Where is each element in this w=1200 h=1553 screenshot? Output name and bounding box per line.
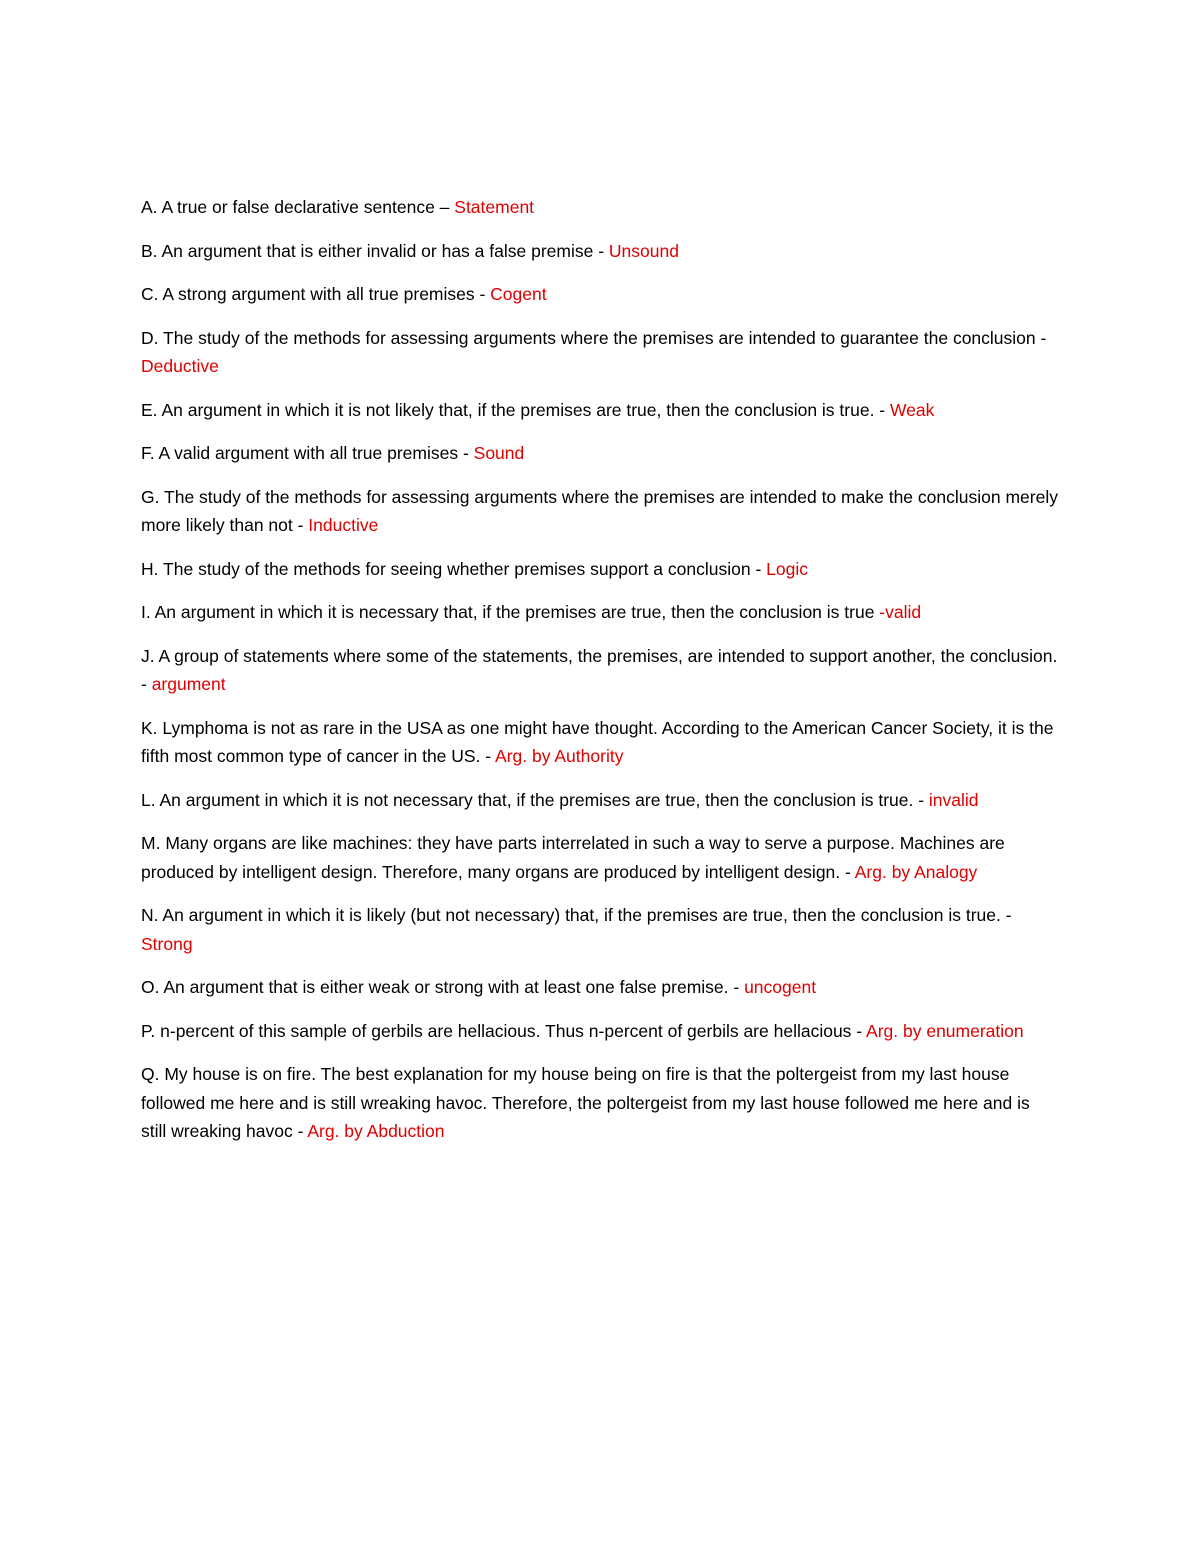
list-item-m <box>141 829 1059 886</box>
item-answer: -valid <box>879 602 922 622</box>
list-item-d <box>141 324 1059 381</box>
item-answer: Unsound <box>608 240 679 261</box>
item-text: Many organs are like machines: they have parts interrelated in such a way to serve a purpose. Machines are produced by intelligent design. Therefore, many organs are produced by intelligent design. - <box>141 833 1005 882</box>
item-letter: A. <box>141 197 158 217</box>
list-item-o <box>141 973 1059 1002</box>
item-answer: Strong <box>141 933 193 954</box>
item-text: A group of statements where some of the statements, the premises, are intended to support another, the conclusion. - <box>141 645 1058 694</box>
list-item-c <box>141 280 1059 309</box>
item-answer: Deductive <box>141 356 219 376</box>
item-text: An argument that is either weak or strong with at least one false premise. - <box>159 977 745 997</box>
item-letter: H. <box>141 558 159 579</box>
item-text: A true or false declarative sentence – <box>157 197 455 217</box>
item-letter: I. <box>141 602 151 622</box>
item-answer: Inductive <box>308 515 379 535</box>
list-item-h <box>141 555 1059 584</box>
item-letter: J. <box>141 645 155 666</box>
item-answer: Statement <box>454 197 535 217</box>
item-letter: N. <box>141 905 159 925</box>
list-item-n <box>141 901 1059 958</box>
list-item-i <box>141 598 1059 627</box>
item-letter: E. <box>141 399 158 420</box>
item-text: My house is on fire. The best explanation for my house being on fire is that the poltergeist from my last house followed me here and is still wreaking havoc. Therefore, the poltergeist from my last house followed me here and is still wreaking havoc - <box>141 1064 1030 1141</box>
item-letter: C. <box>141 284 159 304</box>
list-item-j <box>141 642 1059 699</box>
item-answer: Weak <box>889 399 935 420</box>
list-item-a <box>141 193 1059 222</box>
item-text: A strong argument with all true premises - <box>158 284 491 304</box>
item-text: An argument in which it is likely (but not necessary) that, if the premises are true, then the conclusion is true. - <box>158 905 1012 925</box>
item-text: n-percent of this sample of gerbils are hellacious. Thus n-percent of gerbils are hellacious - <box>155 1020 867 1041</box>
list-item-p <box>141 1017 1059 1046</box>
answer-list <box>141 193 1059 1161</box>
item-letter: B. <box>141 240 158 261</box>
list-item-k <box>141 714 1059 771</box>
item-text: The study of the methods for seeing whether premises support a conclusion - <box>158 558 767 579</box>
item-answer: Cogent <box>490 284 547 304</box>
item-letter: D. <box>141 327 159 348</box>
item-text: The study of the methods for assessing arguments where the premises are intended to guarantee the conclusion - <box>158 327 1047 348</box>
item-text: Lymphoma is not as rare in the USA as one might have thought. According to the American Cancer Society, it is the fifth most common type of cancer in the US. - <box>141 717 1054 766</box>
item-answer: Arg. by Analogy <box>854 861 978 882</box>
item-answer: argument <box>151 674 226 694</box>
item-answer: Arg. by enumeration <box>866 1020 1024 1041</box>
list-item-b <box>141 237 1059 266</box>
list-item-f <box>141 439 1059 468</box>
item-letter: P. <box>141 1020 156 1041</box>
item-letter: G. <box>141 486 160 507</box>
item-answer: uncogent <box>744 977 817 997</box>
item-text: The study of the methods for assessing arguments where the premises are intended to make the conclusion merely more likely than not - <box>141 486 1058 535</box>
item-letter: K. <box>141 717 158 738</box>
item-text: An argument in which it is not likely that, if the premises are true, then the conclusion is true. - <box>157 399 890 420</box>
item-letter: M. <box>141 833 161 853</box>
list-item-e <box>141 396 1059 425</box>
item-letter: F. <box>141 443 155 463</box>
item-letter: Q. <box>141 1064 160 1084</box>
item-text: A valid argument with all true premises - <box>154 443 474 463</box>
item-answer: invalid <box>928 789 979 810</box>
item-text: An argument in which it is necessary that, if the premises are true, then the conclusion is true <box>150 602 880 622</box>
list-item-q <box>141 1060 1059 1146</box>
item-text: An argument in which it is not necessary that, if the premises are true, then the conclusion is true. - <box>155 789 929 810</box>
item-answer: Logic <box>766 558 808 579</box>
item-letter: O. <box>141 977 160 997</box>
item-answer: Arg. by Authority <box>495 746 624 766</box>
item-letter: L. <box>141 789 156 810</box>
list-item-g <box>141 483 1059 540</box>
item-text: An argument that is either invalid or has a false premise - <box>157 240 609 261</box>
list-item-l <box>141 786 1059 815</box>
item-answer: Arg. by Abduction <box>307 1121 445 1141</box>
item-answer: Sound <box>473 443 525 463</box>
